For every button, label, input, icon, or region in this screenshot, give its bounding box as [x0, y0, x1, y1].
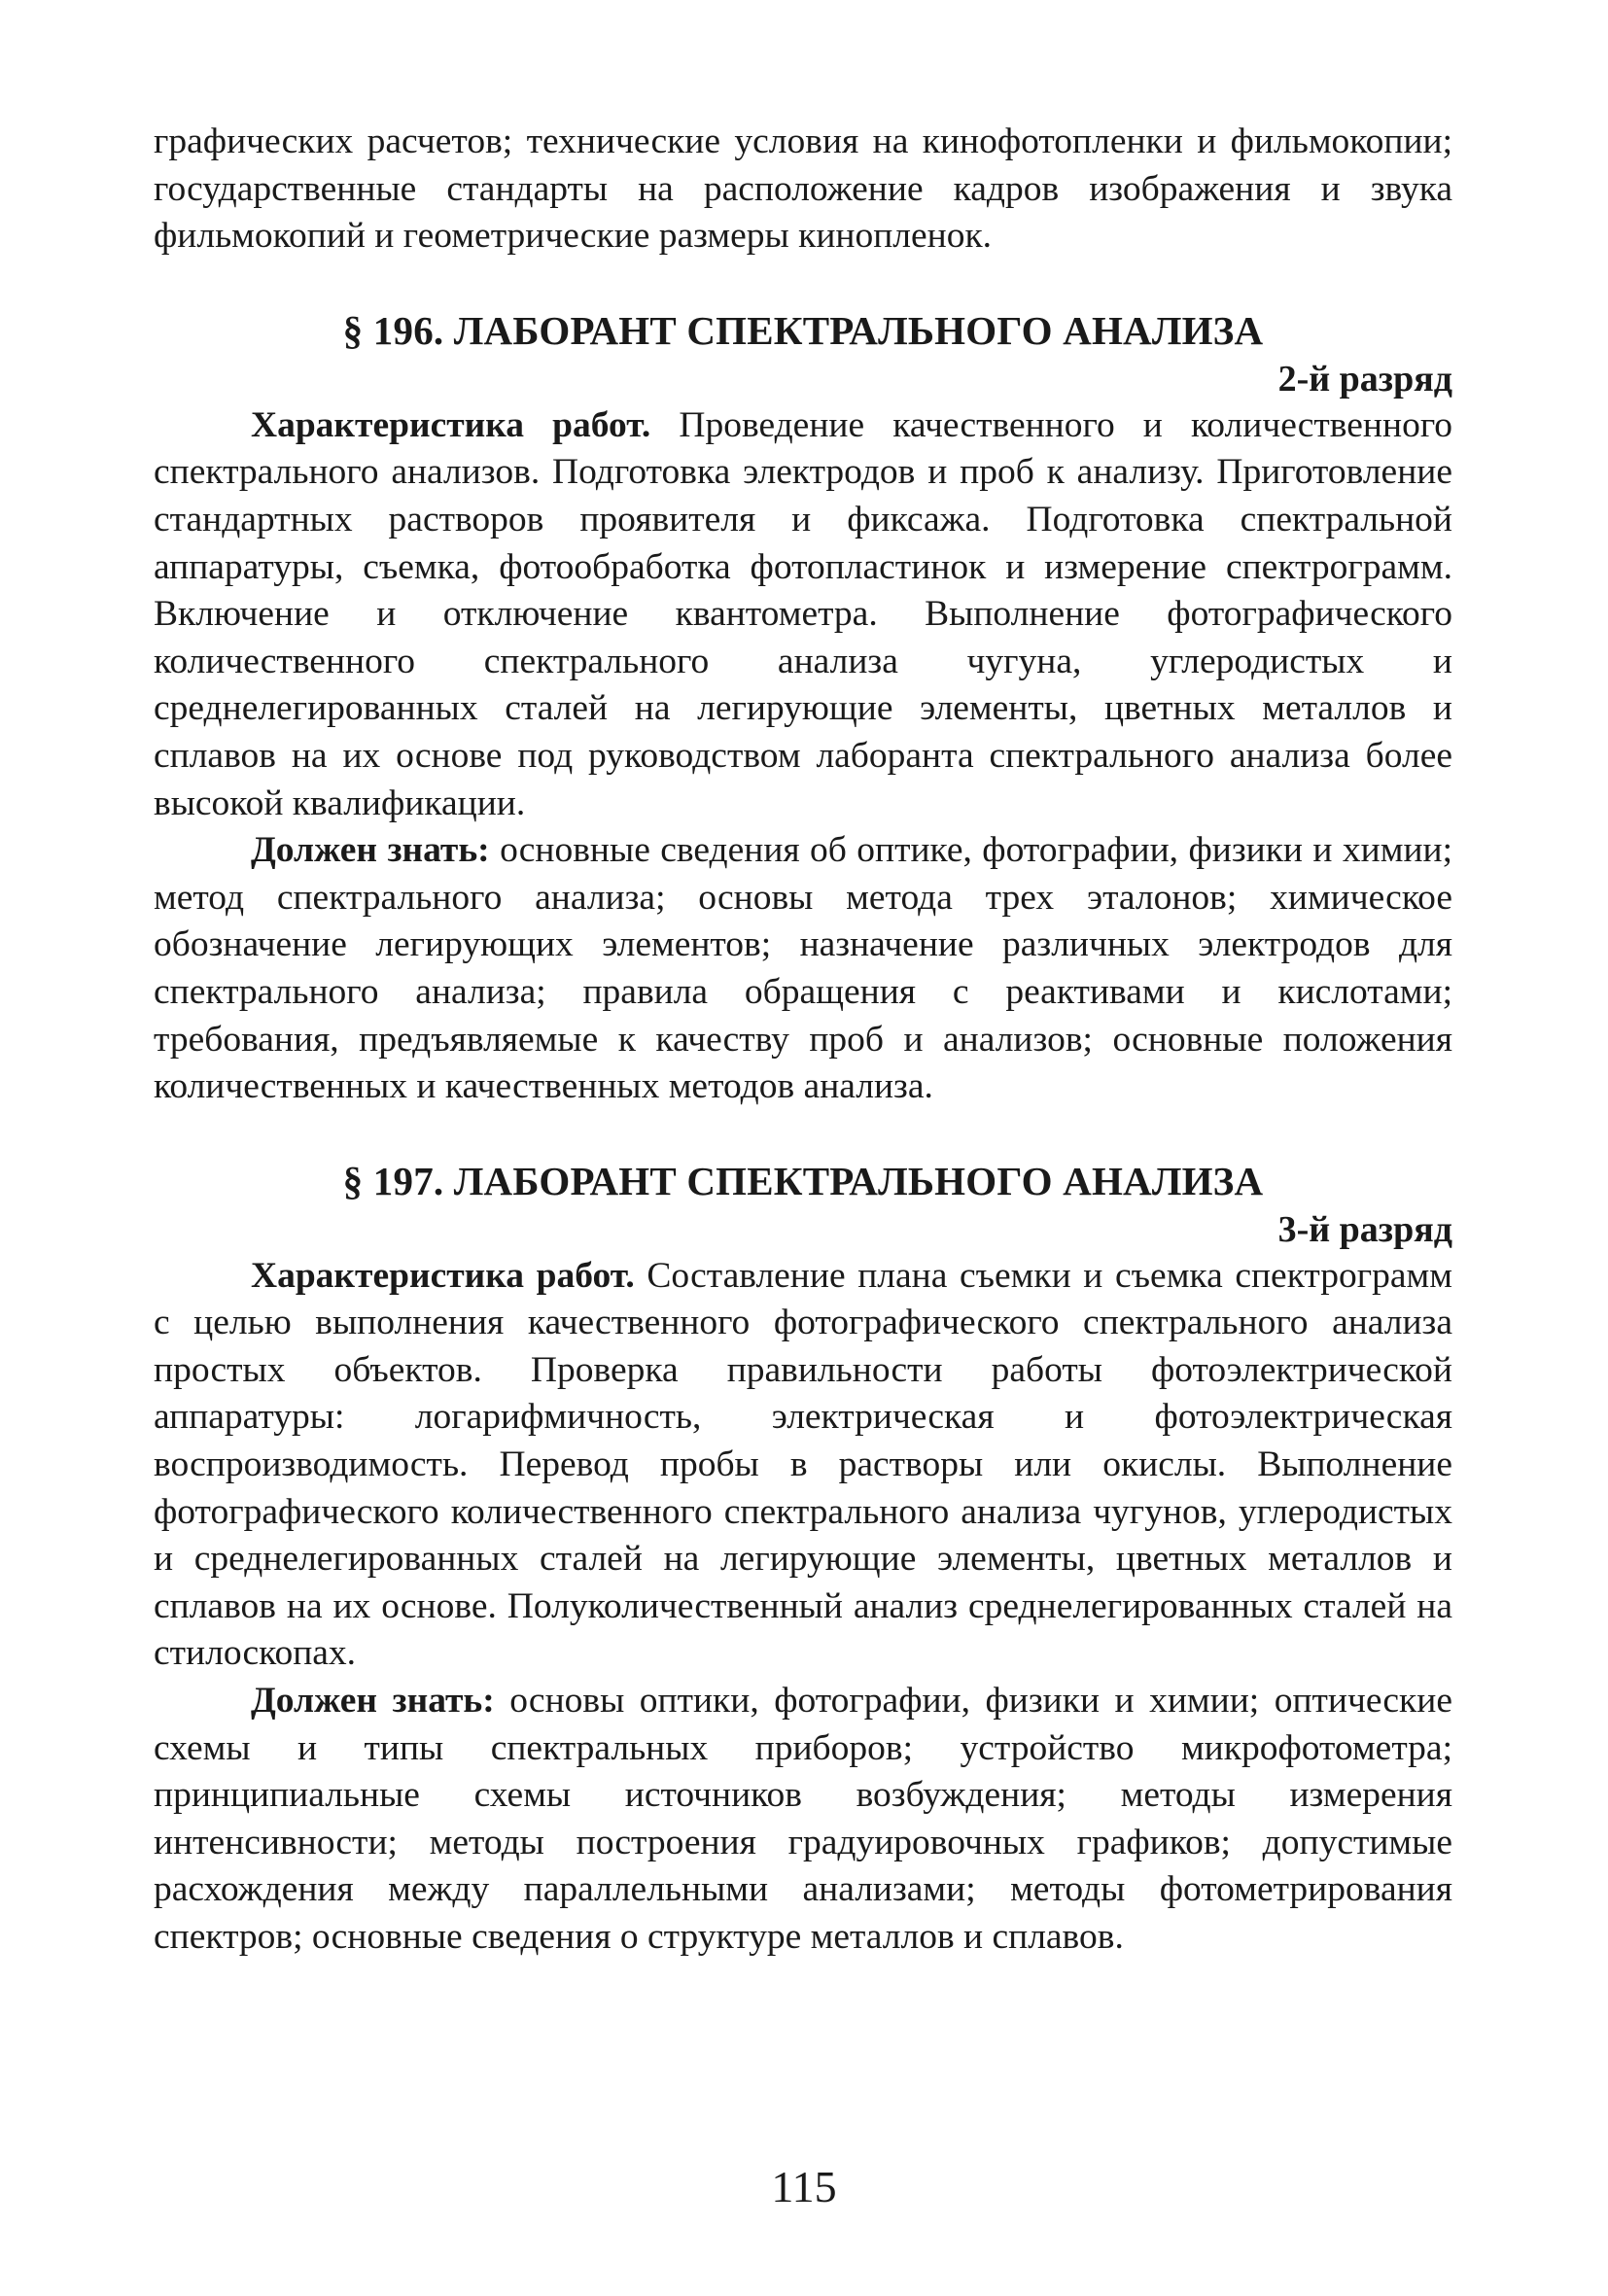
section-grade: 3-й разряд [1277, 1208, 1452, 1250]
work-characteristics-text: Проведение качественного и количественного спектрального анализов. Подготовка электродов и проб к анализу. Приготовление стандартных растворов проявителя и фиксажа. Подготовка спектральной аппаратуры, съемка, фотообработка фотопластинок и измерение спектрограмм. Включение и отключение квантометра. Выполнение фотографического количественного спектрального анализа чугуна, углеродистых и среднелегированных сталей на легирующие элементы, цветных металлов и сплавов на их основе под руководством лаборанта спектрального анализа более высокой квалификации. [154, 404, 1453, 823]
work-characteristics-paragraph [154, 1253, 1452, 1678]
section-title: § 196. ЛАБОРАНТ СПЕКТРАЛЬНОГО АНАЛИЗА [342, 307, 1264, 353]
required-knowledge-label: Должен знать: [251, 830, 490, 871]
work-characteristics-paragraph [154, 402, 1452, 827]
section-grade: 2-й разряд [1277, 358, 1452, 400]
section-title: § 197. ЛАБОРАНТ СПЕКТРАЛЬНОГО АНАЛИЗА [342, 1158, 1264, 1203]
page-number: 115 [771, 2162, 837, 2211]
section-197 [154, 1156, 1452, 1962]
work-characteristics-label: Характеристика работ. [251, 404, 651, 445]
page-body [154, 119, 1452, 1962]
required-knowledge-label: Должен знать: [251, 1681, 495, 1722]
required-knowledge-text: основы оптики, фотографии, физики и химии; оптические схемы и типы спектральных приборов; устройство микрофотометра; принципиальные схемы источников возбуждения; методы измерения интенсивности; методы построения градуировочных графиков; допустимые расхождения между параллельными анализами; методы фотометрирования спектров; основные сведения о структуре металлов и сплавов. [154, 1681, 1452, 1957]
required-knowledge-text: основные сведения об оптике, фотографии, физики и химии; метод спектрального анализа; основы метода трех эталонов; химическое обозначение легирующих элементов; назначение различных электродов для спектрального анализа; правила обращения с реактивами и кислотами; требования, предъявляемые к качеству проб и анализов; основные положения количественных и качественных методов анализа. [154, 830, 1452, 1107]
work-characteristics-label: Характеристика работ. [251, 1255, 635, 1296]
section-196 [154, 305, 1452, 1111]
required-knowledge-paragraph [154, 1678, 1452, 1962]
work-characteristics-text: Составление плана съемки и съемка спектрограмм с целью выполнения качественного фотографического спектрального анализа простых объектов. Проверка правильности работы фотоэлектрической аппаратуры: логарифмичность, электрическая и фотоэлектрическая воспроизводимость. Перевод пробы в растворы или окислы. Выполнение фотографического количественного спектрального анализа чугунов, углеродистых и среднелегированных сталей на легирующие элементы, цветных металлов и сплавов на их основе. Полуколичественный анализ среднелегированных сталей на стилоскопах. [154, 1255, 1453, 1674]
required-knowledge-paragraph [154, 827, 1452, 1111]
intro-paragraph: графических расчетов; технические условия на кинофотопленки и фильмокопии; государственные стандарты на расположение кадров изображения и звука фильмокопий и геометрические размеры кинопленок. [154, 122, 1452, 257]
